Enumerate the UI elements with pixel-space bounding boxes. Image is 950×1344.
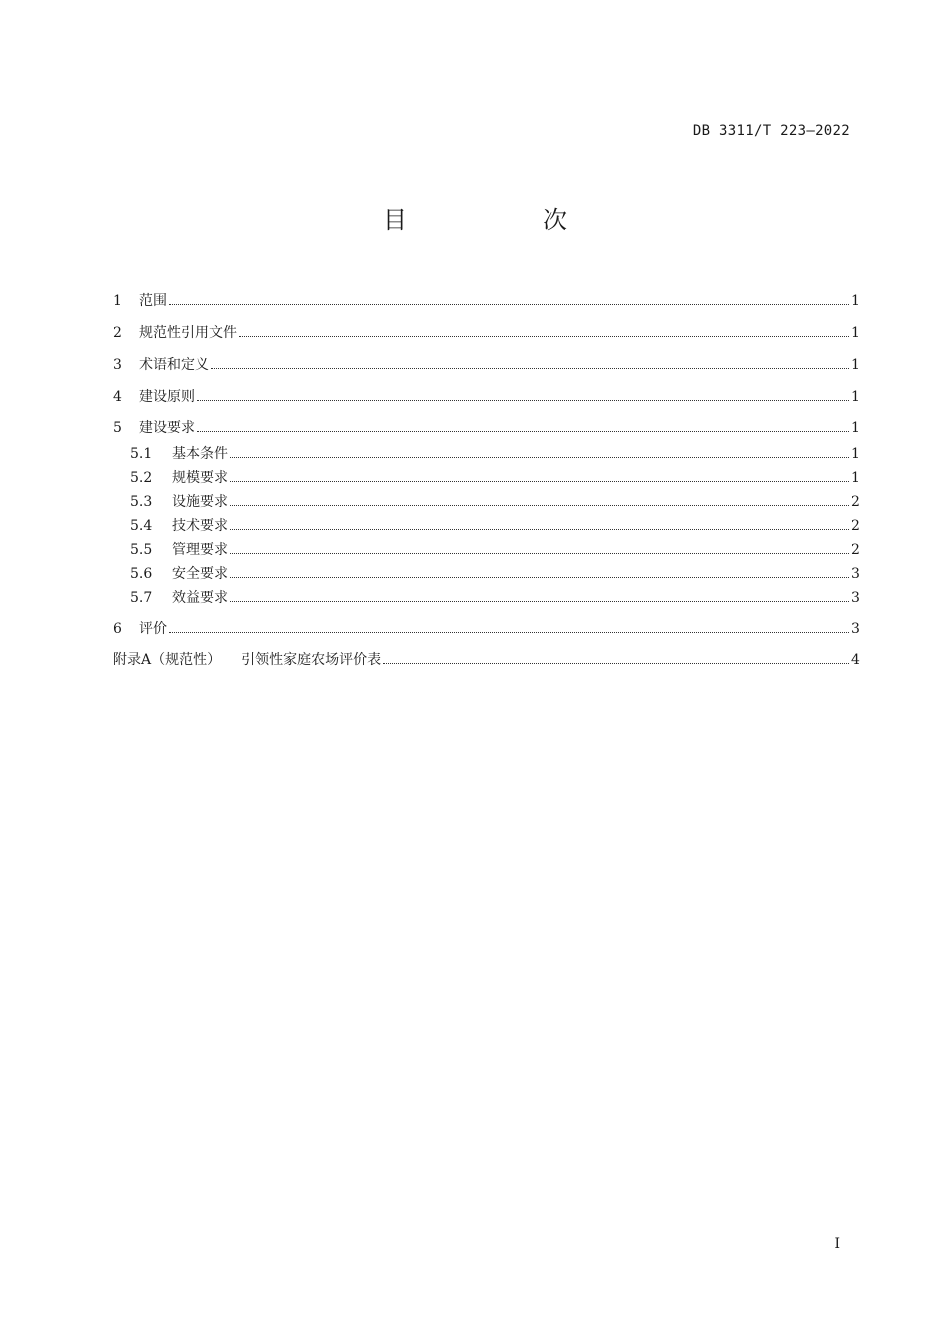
- toc-entry-number: 5.3: [130, 494, 153, 510]
- toc-entry-number: 2: [113, 325, 122, 341]
- toc-entry-page: 3: [851, 590, 860, 606]
- toc-entry-label: 评价: [139, 621, 167, 637]
- toc-leader-dots: [230, 601, 849, 602]
- page-title: 目 次: [383, 206, 623, 234]
- toc-entry-normative-references[interactable]: [113, 322, 859, 342]
- toc-entry-page: 3: [851, 566, 860, 582]
- toc-entry-page: 1: [851, 470, 860, 486]
- toc-entry-label: 引领性家庭农场评价表: [241, 652, 382, 668]
- toc-entry-evaluation[interactable]: [113, 618, 859, 638]
- toc-entry-label: 效益要求: [172, 590, 228, 606]
- toc-leader-dots: [211, 368, 849, 369]
- toc-entry-label: 术语和定义: [139, 357, 209, 373]
- toc-entry-basic-conditions[interactable]: [130, 443, 859, 463]
- toc-entry-facility-requirements[interactable]: [130, 491, 859, 511]
- toc-entry-safety-requirements[interactable]: [130, 563, 859, 583]
- toc-entry-construction-principles[interactable]: [113, 386, 859, 406]
- toc-entry-benefit-requirements[interactable]: [130, 587, 859, 607]
- toc-entry-page: 4: [851, 652, 860, 668]
- toc-entry-number: 4: [113, 389, 122, 405]
- toc-entry-label: 规模要求: [172, 470, 228, 486]
- toc-entry-number: 5.1: [130, 446, 153, 462]
- toc-entry-label: 安全要求: [172, 566, 228, 582]
- toc-entry-scope[interactable]: [113, 290, 859, 310]
- toc-entry-number: 3: [113, 357, 122, 373]
- toc-entry-page: 2: [851, 542, 860, 558]
- toc-entry-technical-requirements[interactable]: [130, 515, 859, 535]
- toc-entry-number: 5.7: [130, 590, 153, 606]
- toc-entry-number: 5.2: [130, 470, 153, 486]
- toc-entry-label: 设施要求: [172, 494, 228, 510]
- toc-annex-prefix: 附录A（规范性）: [113, 652, 222, 668]
- toc-entry-label: 技术要求: [172, 518, 228, 534]
- toc-entry-number: 6: [113, 621, 122, 637]
- toc-entry-page: 2: [851, 518, 860, 534]
- toc-entry-page: 1: [851, 389, 860, 405]
- toc-leader-dots: [197, 431, 849, 432]
- toc-leader-dots: [230, 577, 849, 578]
- toc-entry-page: 1: [851, 325, 860, 341]
- document-code: DB 3311/T 223—2022: [692, 123, 850, 139]
- toc-entry-label: 建设要求: [139, 420, 195, 436]
- page-number: I: [834, 1236, 840, 1252]
- toc-entry-number: 1: [113, 293, 122, 309]
- toc-entry-page: 2: [851, 494, 860, 510]
- toc-leader-dots: [169, 304, 849, 305]
- toc-entry-page: 3: [851, 621, 860, 637]
- toc-entry-label: 基本条件: [172, 446, 228, 462]
- toc-entry-page: 1: [851, 420, 860, 436]
- toc-entry-label: 范围: [139, 293, 167, 309]
- toc-entry-label: 管理要求: [172, 542, 228, 558]
- toc-entry-label: 规范性引用文件: [139, 325, 237, 341]
- toc-entry-number: 5.6: [130, 566, 153, 582]
- toc-leader-dots: [230, 457, 849, 458]
- toc-entry-page: 1: [851, 446, 860, 462]
- toc-leader-dots: [383, 663, 849, 664]
- toc-entry-number: 5.4: [130, 518, 153, 534]
- toc-leader-dots: [239, 336, 849, 337]
- toc-leader-dots: [230, 553, 849, 554]
- toc-entry-page: 1: [851, 357, 860, 373]
- toc-entry-scale-requirements[interactable]: [130, 467, 859, 487]
- toc-leader-dots: [197, 400, 849, 401]
- toc-entry-terms-definitions[interactable]: [113, 354, 859, 374]
- toc-entry-number: 5.5: [130, 542, 153, 558]
- toc-leader-dots: [230, 529, 849, 530]
- toc-entry-construction-requirements[interactable]: [113, 417, 859, 437]
- toc-entry-page: 1: [851, 293, 860, 309]
- toc-leader-dots: [230, 481, 849, 482]
- toc-entry-annex-a[interactable]: [113, 649, 859, 669]
- toc-entry-management-requirements[interactable]: [130, 539, 859, 559]
- toc-entry-number: 5: [113, 420, 122, 436]
- toc-leader-dots: [230, 505, 849, 506]
- toc-entry-label: 建设原则: [139, 389, 195, 405]
- toc-leader-dots: [169, 632, 849, 633]
